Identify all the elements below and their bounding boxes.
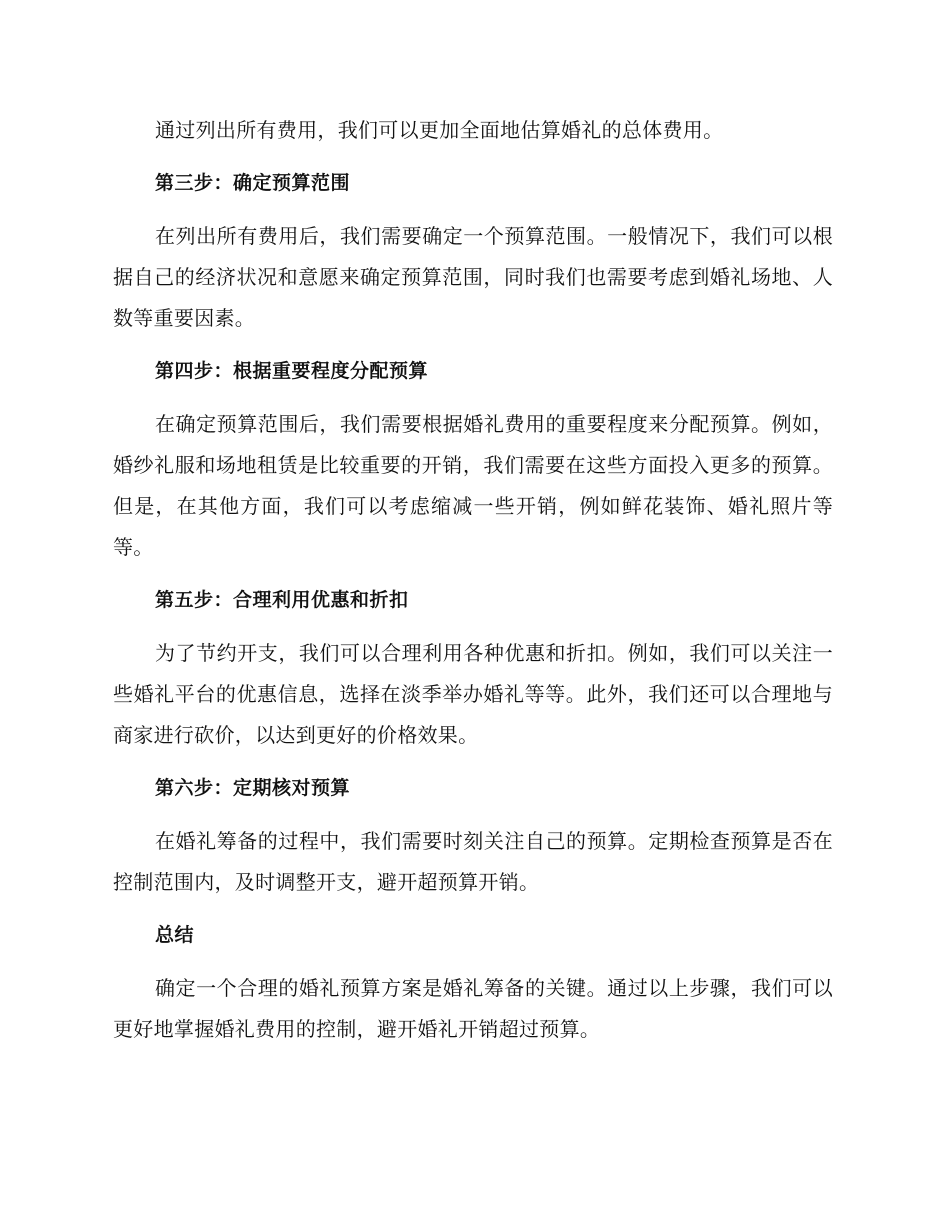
step3-paragraph: 在列出所有费用后，我们需要确定一个预算范围。一般情况下，我们可以根据自己的经济状况和意愿来确定预算范围，同时我们也需要考虑到婚礼场地、人数等重要因素。 — [113, 224, 833, 330]
step3-heading: 第三步：确定预算范围 — [155, 172, 351, 194]
step5-paragraph: 为了节约开支，我们可以合理利用各种优惠和折扣。例如，我们可以关注一些婚礼平台的优惠信息，选择在淡季举办婚礼等等。此外，我们还可以合理地与商家进行砍价，以达到更好的价格效果。 — [113, 641, 833, 747]
step6-heading: 第六步：定期核对预算 — [155, 777, 351, 799]
summary-paragraph: 确定一个合理的婚礼预算方案是婚礼筹备的关键。通过以上步骤，我们可以更好地掌握婚礼费用的控制，避开婚礼开销超过预算。 — [113, 976, 833, 1041]
step5-heading: 第五步：合理利用优惠和折扣 — [155, 589, 409, 611]
step6-paragraph: 在婚礼筹备的过程中，我们需要时刻关注自己的预算。定期检查预算是否在控制范围内，及时调整开支，避开超预算开销。 — [113, 829, 833, 894]
step4-paragraph: 在确定预算范围后，我们需要根据婚礼费用的重要程度来分配预算。例如，婚纱礼服和场地租赁是比较重要的开销，我们需要在这些方面投入更多的预算。但是，在其他方面，我们可以考虑缩减一些开销，例如鲜花装饰、婚礼照片等等。 — [113, 412, 833, 559]
document-body — [113, 110, 833, 1062]
intro-paragraph: 通过列出所有费用，我们可以更加全面地估算婚礼的总体费用。 — [155, 118, 724, 142]
summary-heading: 总结 — [155, 924, 195, 946]
step4-heading: 第四步：根据重要程度分配预算 — [155, 360, 429, 382]
